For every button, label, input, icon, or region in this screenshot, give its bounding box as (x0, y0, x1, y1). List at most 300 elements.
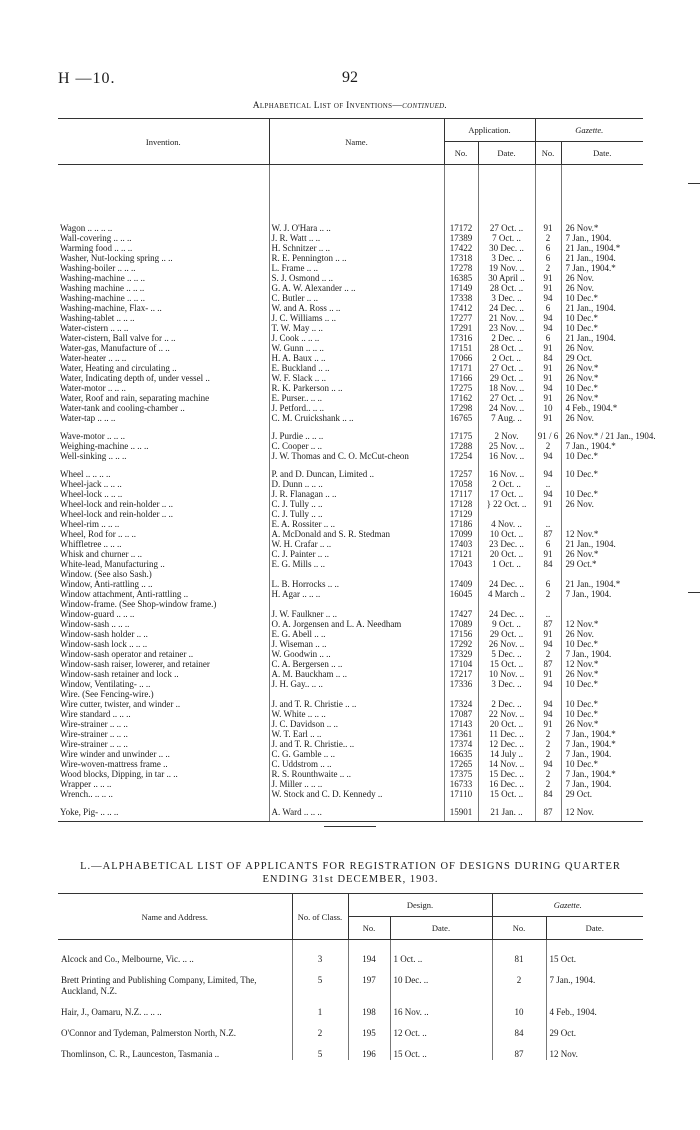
cell-gno: 6 (535, 243, 561, 253)
cell-gdate: 10 Dec.* (561, 639, 643, 649)
cell-no: 17254 (444, 451, 478, 461)
cell-gno: 94 (535, 451, 561, 461)
table-row (58, 965, 643, 997)
table-row (58, 333, 643, 343)
cell-no: 17427 (444, 609, 478, 619)
cell-invention: Wheel-lock and rein-holder .. .. (60, 499, 173, 509)
cell-gno: 10 (535, 403, 561, 413)
cell-date: 7 Oct. .. (478, 233, 535, 243)
cell-no: 17087 (444, 709, 478, 719)
cell-invention: Washing machine .. .. .. (60, 283, 145, 293)
cell-name: W. Stock and C. D. Kennedy .. (269, 789, 444, 799)
cell-invention: Wheel .. .. .. .. (60, 469, 111, 479)
cell-invention: Window-sash .. .. .. (60, 619, 130, 629)
cell-date: 3 Dec. .. (478, 679, 535, 689)
cell-no: 17403 (444, 539, 478, 549)
cell-gdate: 7 Jan., 1904. (561, 649, 643, 659)
cell-name: H. Agar .. .. .. (269, 589, 444, 599)
cell-invention: Wire winder and unwinder .. .. (60, 749, 170, 759)
cell-gdate: 12 Nov. (561, 799, 643, 822)
table-row (58, 529, 643, 539)
cell-gno: 2 (535, 441, 561, 451)
cell-gno: 94 (535, 759, 561, 769)
cell-gno: 81 (492, 940, 546, 966)
cell-invention: Water, Heating and circulating .. (60, 363, 177, 373)
cell-name: C. M. Cruickshank .. .. (269, 413, 444, 423)
cell-gdate: 26 Nov. (561, 343, 643, 353)
table-row (58, 679, 643, 689)
cell-name: W. Goodwin .. .. (269, 649, 444, 659)
cell-no: 197 (348, 965, 390, 997)
cell-date: 1 Oct. .. (478, 559, 535, 569)
cell-no: 17149 (444, 283, 478, 293)
cell-no: 16385 (444, 273, 478, 283)
cell-no: 17422 (444, 243, 478, 253)
cell-gno: 91 (535, 413, 561, 423)
cell-invention: Wheel-jack .. .. .. (60, 479, 122, 489)
cell-gdate: 7 Jan., 1904.* (561, 263, 643, 273)
cell-invention: Washer, Nut-locking spring .. .. (60, 253, 173, 263)
cell-date: 15 Oct. .. (478, 659, 535, 669)
cell-date: 21 Jan. .. (478, 799, 535, 822)
cell-name: R. E. Pennington .. .. (269, 253, 444, 263)
table-row (58, 383, 643, 393)
inventions-body (58, 165, 656, 822)
cell-date: 4 March .. (478, 589, 535, 599)
cell-no: 17361 (444, 729, 478, 739)
cell-gno: 2 (492, 965, 546, 997)
cell-name: O'Connor and Tydeman, Palmerston North, N.Z. (61, 1028, 237, 1038)
cell-date: 24 Dec. .. (478, 609, 535, 619)
cell-name: H. Schnitzer .. .. (269, 243, 444, 253)
cell-gdate: 29 Oct. (561, 353, 643, 363)
cell-name: J. W. Thomas and C. O. McCut-cheon (269, 451, 444, 461)
cell-gno: 87 (492, 1039, 546, 1060)
table-row (58, 233, 643, 243)
cell-gno: 94 (535, 489, 561, 499)
cell-date: 19 Nov. .. (478, 263, 535, 273)
cell-name: J. Wiseman .. .. (269, 639, 444, 649)
cell-invention: Well-sinking .. .. .. (60, 451, 127, 461)
cell-name: J. R. Watt .. .. (269, 233, 444, 243)
cell-gdate: 7 Jan., 1904. (561, 779, 643, 789)
table-row (58, 639, 643, 649)
cell-invention: Wire-strainer .. .. .. (60, 739, 128, 749)
cell-name: E. A. Rossiter .. .. (269, 519, 444, 529)
cell-name: W. H. Crafar .. .. (269, 539, 444, 549)
cell-no: 17099 (444, 529, 478, 539)
cell-name: C. Butler .. .. (269, 293, 444, 303)
cell-name: J. Cook .. .. .. (269, 333, 444, 343)
cell-no: 17291 (444, 323, 478, 333)
cell-date: 29 Oct. .. (478, 629, 535, 639)
table-row (58, 273, 643, 283)
cell-name: J. W. Faulkner .. .. (269, 609, 444, 619)
cell-gdate: 10 Dec.* (561, 293, 643, 303)
cell-no: 17257 (444, 461, 478, 479)
cell-invention: Wire-strainer .. .. .. (60, 729, 128, 739)
cell-no: 17389 (444, 233, 478, 243)
header-designs-gazette-no: No. (492, 917, 546, 940)
table-row (58, 263, 643, 273)
table-row (58, 509, 643, 519)
cell-no: 17329 (444, 649, 478, 659)
cell-date: 30 April .. (478, 273, 535, 283)
cell-gdate: 7 Jan., 1904. (561, 589, 643, 599)
table-row (58, 165, 643, 234)
cell-date: 17 Oct. .. (478, 489, 535, 499)
cell-no: 17058 (444, 479, 478, 489)
cell-date: 16 Nov. .. (390, 997, 492, 1018)
header-app-no: No. (444, 142, 478, 165)
cell-invention: Wheel-lock .. .. .. (60, 489, 123, 499)
table-row (58, 423, 643, 441)
table-row (58, 719, 643, 729)
cell-gno: 91 (535, 719, 561, 729)
header-design-date: Date. (390, 917, 492, 940)
cell-date: 9 Oct. .. (478, 619, 535, 629)
header-gazette: Gazette. (535, 119, 643, 142)
cell-invention: Wheel-rim .. .. .. (60, 519, 120, 529)
cell-date: 10 Dec. .. (390, 965, 492, 997)
cell-no: 17143 (444, 719, 478, 729)
cell-gno: 94 (535, 679, 561, 689)
cell-gno: 94 (535, 709, 561, 719)
cell-invention: Whiffletree .. .. .. (60, 539, 122, 549)
page-caption (0, 101, 700, 111)
cell-gno: 94 (535, 383, 561, 393)
cell-invention: Washing-machine .. .. .. (60, 293, 146, 303)
cell-invention: Window, Ventilating- .. .. (60, 679, 151, 689)
designs-title-line1: L.—ALPHABETICAL LIST OF APPLICANTS FOR REGISTRATION OF DESIGNS DURING QUARTER (80, 861, 621, 872)
cell-invention: Window-sash lock .. .. .. (60, 639, 148, 649)
margin-mark (688, 183, 700, 184)
section-divider (324, 826, 376, 827)
cell-gdate: 26 Nov.* (561, 669, 643, 679)
cell-name: S. J. Osmond .. .. (269, 273, 444, 283)
cell-gno (535, 509, 561, 519)
cell-date: 28 Oct. .. (478, 343, 535, 353)
cell-date: 11 Dec. .. (478, 729, 535, 739)
cell-no: 17104 (444, 659, 478, 669)
table-row (58, 709, 643, 719)
cell-gdate: 7 Jan., 1904.* (561, 729, 643, 739)
cell-gdate: 10 Dec.* (561, 709, 643, 719)
cell-name: L. Frame .. .. (269, 263, 444, 273)
cell-name: T. W. May .. .. (269, 323, 444, 333)
table-row (58, 549, 643, 559)
cell-gno: 2 (535, 729, 561, 739)
cell-gno: 2 (535, 779, 561, 789)
cell-no: 15901 (444, 799, 478, 822)
cell-invention: Washing-machine .. .. .. (60, 273, 146, 283)
cell-date: 4 Nov. .. (478, 519, 535, 529)
table-row (58, 569, 643, 579)
cell-name (269, 689, 444, 699)
designs-table (58, 893, 643, 1060)
cell-gdate: 10 Dec.* (561, 383, 643, 393)
cell-gdate: 7 Jan., 1904. (561, 233, 643, 243)
cell-no: 195 (348, 1018, 390, 1039)
cell-no: 17171 (444, 363, 478, 373)
header-invention: Invention. (58, 119, 269, 165)
cell-name: H. A. Baux .. .. (269, 353, 444, 363)
cell-invention: Window-sash holder .. .. (60, 629, 148, 639)
cell-invention: Water-tank and cooling-chamber .. (60, 403, 185, 413)
table-row (58, 759, 643, 769)
cell-date: 27 Oct. .. (478, 165, 535, 234)
cell-no: 17265 (444, 759, 478, 769)
cell-no: 17278 (444, 263, 478, 273)
cell-invention: Wire cutter, twister, and winder .. (60, 699, 181, 709)
cell-gdate (561, 609, 643, 619)
cell-invention: Wheel-lock and rein-holder .. .. (60, 509, 173, 519)
table-row (58, 599, 643, 609)
cell-name: E. G. Abell .. .. (269, 629, 444, 639)
page-series-label: H —10. (58, 70, 116, 87)
table-row (58, 243, 643, 253)
cell-name: Brett Printing and Publishing Company, Limited, The, Auckland, N.Z. (61, 975, 257, 996)
cell-date: 16 Nov. .. (478, 461, 535, 479)
cell-date: 12 Dec. .. (478, 739, 535, 749)
cell-name: J. Purdie .. .. .. (269, 423, 444, 441)
cell-gno: 91 (535, 373, 561, 383)
cell-gdate: 10 Dec.* (561, 323, 643, 333)
cell-gno: 84 (492, 1018, 546, 1039)
cell-gdate: 29 Oct. (561, 789, 643, 799)
cell-no: 17318 (444, 253, 478, 263)
cell-date: 2 Oct. .. (478, 353, 535, 363)
cell-date: 29 Oct. .. (478, 373, 535, 383)
cell-date: 26 Nov. .. (478, 639, 535, 649)
table-row (58, 729, 643, 739)
cell-date: 5 Dec. .. (478, 649, 535, 659)
cell-name: C. Cooper .. .. (269, 441, 444, 451)
cell-gdate: 4 Feb., 1904.* (561, 403, 643, 413)
table-row (58, 1039, 643, 1060)
cell-gno: 91 / 6 (535, 423, 561, 441)
caption-text: Alphabetical List of Inventions— (252, 101, 403, 111)
cell-cls: 5 (292, 965, 348, 997)
table-row (58, 1018, 643, 1039)
cell-gno: 94 (535, 699, 561, 709)
cell-date: 25 Nov. .. (478, 441, 535, 451)
cell-gno: 6 (535, 539, 561, 549)
header-design-no: No. (348, 917, 390, 940)
cell-name: C. J. Tully .. .. (269, 499, 444, 509)
cell-name: W. F. Slack .. .. (269, 373, 444, 383)
cell-gdate: 10 Dec.* (561, 489, 643, 499)
cell-date: 23 Nov. .. (478, 323, 535, 333)
table-row (58, 789, 643, 799)
cell-gdate (561, 519, 643, 529)
cell-invention: Wrapper .. .. .. (60, 779, 112, 789)
cell-gdate: 10 Dec.* (561, 699, 643, 709)
cell-gdate: 10 Dec.* (561, 461, 643, 479)
cell-no: 17117 (444, 489, 478, 499)
cell-gdate (561, 479, 643, 489)
cell-gno: 2 (535, 589, 561, 599)
cell-no: 17288 (444, 441, 478, 451)
table-row (58, 353, 643, 363)
table-row (58, 997, 643, 1018)
table-row (58, 699, 643, 709)
cell-date (478, 689, 535, 699)
cell-name: C. J. Painter .. .. (269, 549, 444, 559)
cell-name: D. Dunn .. .. .. (269, 479, 444, 489)
table-row (58, 283, 643, 293)
cell-gno: 91 (535, 499, 561, 509)
table-row (58, 609, 643, 619)
cell-no: 17121 (444, 549, 478, 559)
cell-invention: Window-sash raiser, lowerer, and retainer (60, 659, 210, 669)
cell-no: 17186 (444, 519, 478, 529)
cell-date: 3 Dec. .. (478, 253, 535, 263)
cell-date: 24 Nov. .. (478, 403, 535, 413)
cell-date: 3 Dec. .. (478, 293, 535, 303)
cell-name (269, 599, 444, 609)
table-row (58, 479, 643, 489)
header-designs-gazette: Gazette. (492, 894, 643, 917)
cell-name: C. G. Gamble .. .. (269, 749, 444, 759)
cell-gdate: 12 Nov. (546, 1039, 643, 1060)
cell-name: A. McDonald and S. R. Stedman (269, 529, 444, 539)
cell-invention: Weighing-machine .. .. .. (60, 441, 149, 451)
cell-gdate: 26 Nov.* (561, 393, 643, 403)
cell-gno: 94 (535, 323, 561, 333)
cell-gdate: 21 Jan., 1904. (561, 539, 643, 549)
cell-invention: Water-gas, Manufacture of .. .. (60, 343, 170, 353)
cell-invention: Wire-strainer .. .. .. (60, 719, 128, 729)
cell-no: 17128 (444, 499, 478, 509)
cell-gdate: 26 Nov. (561, 273, 643, 283)
cell-gdate: 10 Dec.* (561, 759, 643, 769)
table-row (58, 323, 643, 333)
cell-name: R. K. Parkerson .. .. (269, 383, 444, 393)
cell-gno: 94 (535, 461, 561, 479)
table-row (58, 589, 643, 599)
cell-name: C. Uddstrom .. .. (269, 759, 444, 769)
cell-name: A. Ward .. .. .. (269, 799, 444, 822)
cell-date: 12 Oct. .. (390, 1018, 492, 1039)
cell-gno: 2 (535, 233, 561, 243)
cell-no: 17129 (444, 509, 478, 519)
cell-no: 16045 (444, 589, 478, 599)
cell-invention: Window-sash retainer and lock .. (60, 669, 179, 679)
cell-date: 15 Oct. .. (478, 789, 535, 799)
table-row (58, 689, 643, 699)
cell-date: 7 Aug. .. (478, 413, 535, 423)
designs-body (58, 940, 643, 1061)
cell-gdate: 26 Nov. (561, 499, 643, 509)
cell-gno (535, 599, 561, 609)
header-designs-gazette-date: Date. (546, 917, 643, 940)
cell-gdate: 12 Nov.* (561, 529, 643, 539)
cell-gdate: 15 Oct. (546, 940, 643, 966)
cell-no: 17156 (444, 629, 478, 639)
cell-invention: Wrench.. .. .. .. (60, 789, 113, 799)
cell-gdate: 4 Feb., 1904. (546, 997, 643, 1018)
cell-gno: 84 (535, 559, 561, 569)
table-row (58, 629, 643, 639)
cell-gdate: 12 Nov.* (561, 619, 643, 629)
cell-invention: Washing-tablet .. .. .. (60, 313, 135, 323)
cell-name: J. and T. R. Christie .. .. (269, 699, 444, 709)
cell-gno: 10 (492, 997, 546, 1018)
cell-no (444, 599, 478, 609)
cell-date: 20 Oct. .. (478, 549, 535, 559)
cell-gno: 91 (535, 363, 561, 373)
cell-invention: Water-cistern .. .. .. (60, 323, 129, 333)
cell-invention: Warming food .. .. .. (60, 243, 133, 253)
cell-no: 17151 (444, 343, 478, 353)
table-row (58, 940, 643, 966)
cell-gdate: 26 Nov.* (561, 165, 643, 234)
cell-name: J. C. Williams .. .. (269, 313, 444, 323)
table-row (58, 293, 643, 303)
cell-name: G. A. W. Alexander .. .. (269, 283, 444, 293)
cell-date: 15 Oct. .. (390, 1039, 492, 1060)
cell-no (444, 569, 478, 579)
cell-name: A. M. Bauckham .. .. (269, 669, 444, 679)
cell-no: 17298 (444, 403, 478, 413)
cell-invention: Wave-motor .. .. .. (60, 431, 126, 441)
cell-date: 2 Dec. .. (478, 333, 535, 343)
cell-name: W. J. O'Hara .. .. (269, 165, 444, 234)
cell-date (478, 599, 535, 609)
table-row (58, 499, 643, 509)
cell-invention: Wire-woven-mattress frame .. (60, 759, 168, 769)
cell-name: Hair, J., Oamaru, N.Z. .. .. .. (61, 1007, 162, 1017)
table-row (58, 373, 643, 383)
cell-gdate: 21 Jan., 1904.* (561, 579, 643, 589)
table-row (58, 519, 643, 529)
cell-gno: 2 (535, 649, 561, 659)
cell-date: 16 Dec. .. (478, 779, 535, 789)
cell-gdate: 7 Jan., 1904.* (561, 441, 643, 451)
table-row (58, 619, 643, 629)
cell-gno: 87 (535, 799, 561, 822)
cell-name: W. T. Earl .. .. (269, 729, 444, 739)
cell-gdate: 7 Jan., 1904.* (561, 769, 643, 779)
cell-name: J. Petford.. .. .. (269, 403, 444, 413)
header-application: Application. (444, 119, 535, 142)
cell-date: 20 Oct. .. (478, 719, 535, 729)
cell-date: 28 Oct. .. (478, 283, 535, 293)
cell-no: 17277 (444, 313, 478, 323)
cell-gdate: 21 Jan., 1904. (561, 333, 643, 343)
cell-no: 17338 (444, 293, 478, 303)
cell-gno: 91 (535, 283, 561, 293)
cell-name: P. and D. Duncan, Limited .. (269, 461, 444, 479)
cell-date: 10 Oct. .. (478, 529, 535, 539)
table-row (58, 413, 643, 423)
cell-gno: .. (535, 479, 561, 489)
header-gazette-no: No. (535, 142, 561, 165)
cell-date: 15 Dec. .. (478, 769, 535, 779)
cell-name: O. A. Jorgensen and L. A. Needham (269, 619, 444, 629)
cell-gno: 94 (535, 313, 561, 323)
cell-gno: 2 (535, 769, 561, 779)
cell-date: 2 Nov. (478, 423, 535, 441)
table-row (58, 441, 643, 451)
cell-no: 16765 (444, 413, 478, 423)
cell-gno (535, 689, 561, 699)
cell-invention: Water-tap .. .. .. (60, 413, 116, 423)
cell-cls: 3 (292, 940, 348, 966)
cell-date (478, 569, 535, 579)
cell-name: Alcock and Co., Melbourne, Vic. .. .. (61, 954, 194, 964)
